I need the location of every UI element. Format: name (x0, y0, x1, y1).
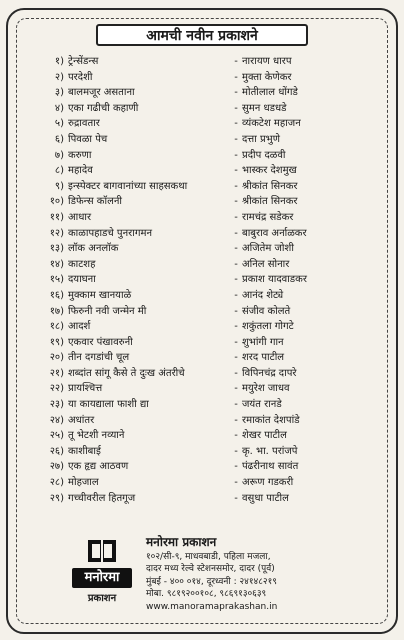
publisher-name: मनोरमा प्रकाशन (146, 535, 217, 549)
book-title: मुक्काम खानयाळे (68, 289, 132, 301)
book-title: दयाघना (68, 274, 96, 286)
separator-dash: - (234, 445, 238, 457)
book-row (24, 179, 382, 195)
book-row (24, 428, 382, 444)
separator-dash: - (234, 414, 238, 426)
book-title: लॉक अनलॉक (68, 243, 119, 255)
book-row (24, 241, 382, 257)
book-number: २४) (49, 414, 64, 426)
book-title: महादेव (68, 165, 93, 177)
book-number: २१) (49, 367, 64, 379)
book-number: २२) (49, 383, 64, 395)
book-row (24, 459, 382, 475)
book-row (24, 194, 382, 210)
book-author: अरूण गडकरी (242, 477, 294, 489)
book-row (24, 397, 382, 413)
book-number: ९) (54, 180, 64, 192)
book-icon (86, 538, 118, 564)
book-row (24, 257, 382, 273)
book-author: अनिल सोनार (242, 258, 290, 270)
separator-dash: - (234, 102, 238, 114)
separator-dash: - (234, 321, 238, 333)
book-author: श्रीकांत सिनकर (242, 180, 298, 192)
separator-dash: - (234, 477, 238, 489)
book-number: २८) (49, 477, 64, 489)
separator-dash: - (234, 227, 238, 239)
book-row (24, 350, 382, 366)
book-title: आदर्श (68, 321, 91, 333)
book-author: शकुंतला गोगटे (242, 321, 294, 333)
book-author: शरद पाटील (242, 352, 285, 364)
publisher-logo (72, 538, 132, 608)
book-number: १५) (49, 274, 64, 286)
book-author: नारायण धारप (242, 56, 292, 67)
address-line-1: १०२/सी-९, माधवबाडी, पहिला मजला, (146, 551, 271, 562)
book-number: १७) (49, 305, 64, 317)
separator-dash: - (234, 56, 238, 67)
book-row (24, 288, 382, 304)
book-row (24, 319, 382, 335)
separator-dash: - (234, 180, 238, 192)
separator-dash: - (234, 196, 238, 208)
book-row (24, 210, 382, 226)
book-title: काशीबाई (68, 445, 101, 457)
book-number: १६) (49, 289, 64, 301)
book-number: ६) (54, 133, 64, 145)
book-author: दत्ता प्रभुणे (242, 133, 280, 145)
book-number: १) (54, 56, 64, 67)
book-row (24, 132, 382, 148)
separator-dash: - (234, 399, 238, 411)
book-number: २५) (49, 430, 64, 442)
book-number: १३) (49, 243, 64, 255)
book-author: वसुधा पाटील (242, 492, 289, 504)
page-title: आमची नवीन प्रकाशने (96, 24, 308, 46)
book-row (24, 70, 382, 86)
separator-dash: - (234, 492, 238, 504)
book-title: फिरुनी नवी जन्मेन मी (68, 305, 147, 317)
book-title: डिफेन्स कॉलनी (68, 196, 122, 208)
book-title: करुणा (68, 149, 92, 161)
book-title: मोहजाल (68, 477, 99, 489)
book-author: शुभांगी गान (242, 336, 284, 348)
book-author: मोतीलाल धोंगडे (242, 87, 298, 99)
address-line-2: दादर मध्य रेल्वे स्टेशनसमोर, दादर (पूर्व) (146, 564, 275, 574)
separator-dash: - (234, 211, 238, 223)
book-author: श्रीकांत सिनकर (242, 196, 298, 208)
book-number: ५) (54, 118, 64, 130)
book-number: २०) (49, 352, 64, 364)
separator-dash: - (234, 367, 238, 379)
book-title: काटशह (68, 258, 96, 270)
book-title: परदेशी (68, 71, 93, 83)
publisher-footer (28, 530, 378, 622)
book-author: प्रदीप दळवी (242, 149, 286, 161)
book-title: काळापहाडचे पुनरागमन (68, 227, 152, 239)
separator-dash: - (234, 165, 238, 177)
book-number: ४) (54, 102, 64, 114)
separator-dash: - (234, 71, 238, 83)
separator-dash: - (234, 305, 238, 317)
book-title: तीन दगडांची चूल (68, 352, 130, 364)
book-row (24, 366, 382, 382)
book-number: १४) (49, 258, 64, 270)
book-title: बालमजूर असताना (68, 87, 135, 99)
book-author: शेखर पाटील (242, 430, 287, 442)
book-row (24, 101, 382, 117)
book-title: या कायद्याला फाशी द्या (68, 399, 149, 411)
separator-dash: - (234, 274, 238, 286)
book-row (24, 163, 382, 179)
book-number: १०) (49, 196, 64, 208)
book-number: २३) (49, 399, 64, 411)
book-title: पिवळा पेच (68, 133, 108, 145)
logo-wordmark: मनोरमा (72, 568, 132, 588)
book-author: मयुरेश जाधव (242, 383, 290, 395)
book-title: ट्रेन्सेंडन्स (68, 56, 99, 67)
website-link[interactable]: www.manoramaprakashan.in (146, 601, 278, 612)
book-title: रुद्रावतार (68, 118, 100, 130)
separator-dash: - (234, 149, 238, 161)
book-title: तू भेटशी नव्याने (68, 430, 125, 442)
separator-dash: - (234, 87, 238, 99)
book-row (24, 475, 382, 491)
separator-dash: - (234, 258, 238, 270)
book-title: एक हृद्य आठवण (68, 461, 129, 473)
book-list (24, 54, 382, 506)
book-author: संजीव कोलते (242, 305, 291, 317)
book-author: सुमन धडधडे (242, 102, 287, 114)
book-number: १८) (49, 321, 64, 333)
book-row (24, 444, 382, 460)
book-title: इन्स्पेक्टर बागवानांच्या साहसकथा (68, 180, 188, 192)
book-title: एकवार पंखावरुनी (68, 336, 133, 348)
book-number: ८) (54, 165, 64, 177)
book-number: १२) (49, 227, 64, 239)
book-title: प्रायश्चित्त (68, 383, 103, 395)
book-row (24, 304, 382, 320)
separator-dash: - (234, 118, 238, 130)
book-row (24, 116, 382, 132)
address-line-4: मोबा. ९८१९२००१०८, ९८६९१३०६३९ (146, 589, 267, 599)
book-row (24, 381, 382, 397)
book-row (24, 491, 382, 507)
book-number: ३) (54, 87, 64, 99)
book-title: एका गढीची कहाणी (68, 102, 139, 114)
separator-dash: - (234, 289, 238, 301)
book-title: गच्चीवरील हितगूज (68, 492, 136, 504)
book-row (24, 335, 382, 351)
book-author: प्रकाश यादवाडकर (242, 274, 307, 286)
book-number: ११) (49, 211, 64, 223)
book-row (24, 54, 382, 70)
separator-dash: - (234, 461, 238, 473)
book-author: भास्कर देशमुख (242, 165, 297, 177)
book-author: कृ. भा. परांजपे (242, 445, 298, 457)
book-row (24, 85, 382, 101)
book-number: २९) (49, 492, 64, 504)
book-author: अजितेम जोशी (242, 243, 294, 255)
book-number: १९) (49, 336, 64, 348)
book-author: आनंद शेट्ये (242, 289, 284, 301)
book-number: ७) (54, 149, 64, 161)
separator-dash: - (234, 352, 238, 364)
separator-dash: - (234, 430, 238, 442)
book-row (24, 226, 382, 242)
book-row (24, 148, 382, 164)
book-author: व्यंकटेश महाजन (242, 118, 301, 130)
separator-dash: - (234, 243, 238, 255)
book-title: आधार (68, 211, 92, 223)
address-line-3: मुंबई - ४०० ०१४, दूरध्वनी : २४१४८२१९ (146, 576, 277, 587)
book-author: रमाकांत देशपांडे (242, 414, 300, 426)
separator-dash: - (234, 133, 238, 145)
book-author: रामचंद्र सडेकर (242, 211, 294, 223)
book-author: विपिनचंद्र दापरे (242, 367, 297, 379)
book-number: २६) (49, 445, 64, 457)
book-number: २७) (49, 461, 64, 473)
book-row (24, 272, 382, 288)
book-row (24, 413, 382, 429)
book-title: शब्दांत सांगू कैसे ते दुःख अंतरीचे (68, 367, 185, 379)
logo-subtitle: प्रकाशन (87, 593, 117, 604)
book-author: बाबुराव अर्नाळकर (242, 227, 307, 239)
book-author: मुक्ता केणेकर (242, 71, 292, 83)
separator-dash: - (234, 383, 238, 395)
book-author: पंढरीनाथ सावंत (242, 461, 299, 473)
publisher-address (146, 536, 378, 613)
book-author: जयंत रानडे (242, 399, 282, 411)
book-number: २) (54, 71, 64, 83)
book-title: अधांतर (68, 414, 95, 426)
separator-dash: - (234, 336, 238, 348)
